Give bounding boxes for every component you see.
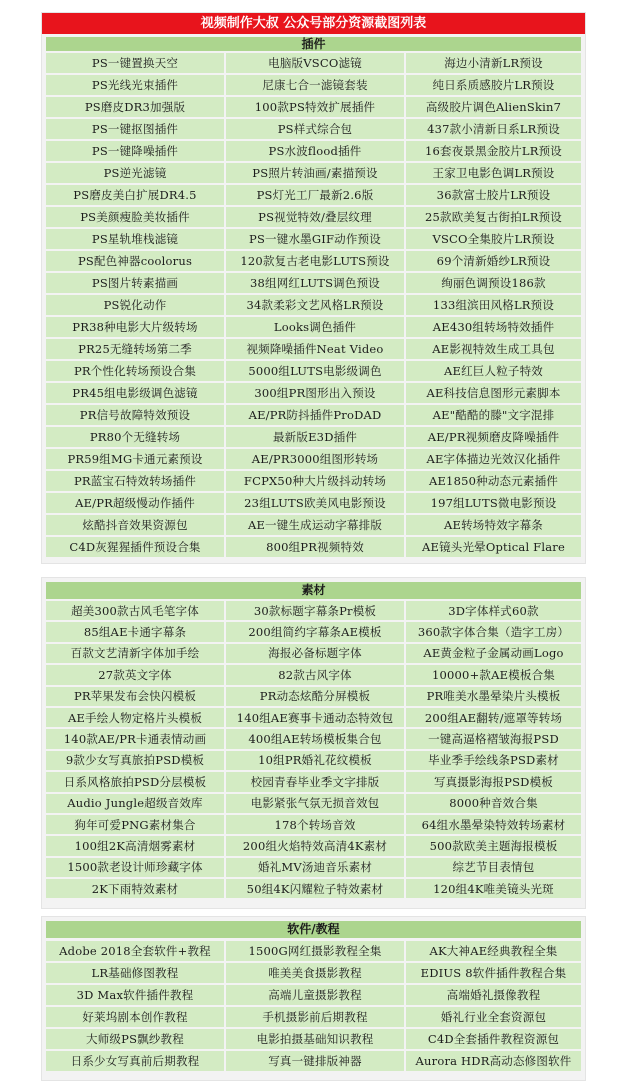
resource-item: PS磨皮美白扩展DR4.5 <box>46 185 224 205</box>
resource-item: PS水波flood插件 <box>226 141 404 161</box>
resource-item: 120款复古老电影LUTS预设 <box>226 251 404 271</box>
resource-item: PR信号故障特效预设 <box>46 405 224 425</box>
resource-item: 3D字体样式60款 <box>406 601 581 620</box>
resource-item: AE黄金粒子金属动画Logo <box>406 644 581 663</box>
resource-item: PR45组电影级调色滤镜 <box>46 383 224 403</box>
resource-item: 一键高逼格褶皱海报PSD <box>406 729 581 748</box>
resource-item: PS美颜瘦脸美妆插件 <box>46 207 224 227</box>
resource-item: AE科技信息图形元素脚本 <box>406 383 581 403</box>
resource-item: LR基础修图教程 <box>46 963 224 983</box>
resource-item: 200组AE翻转/遮罩等转场 <box>406 708 581 727</box>
resource-item: PS光线光束插件 <box>46 75 224 95</box>
resource-item: 纯日系质感胶片LR预设 <box>406 75 581 95</box>
resource-item: 100组2K高清烟雾素材 <box>46 836 224 855</box>
resource-item: PR唯美水墨晕染片头模板 <box>406 687 581 706</box>
resource-item: 高端儿童摄影教程 <box>226 985 404 1005</box>
resource-item: AE镜头光晕Optical Flare <box>406 537 581 557</box>
resource-item: 婚礼MV汤迪音乐素材 <box>226 858 404 877</box>
resource-item: Audio Jungle超级音效库 <box>46 794 224 813</box>
resource-item: C4D灰猩猩插件预设合集 <box>46 537 224 557</box>
resource-item: PR动态炫酷分屏模板 <box>226 687 404 706</box>
resource-item: PS样式综合包 <box>226 119 404 139</box>
resource-item: 200组火焰特效高清4K素材 <box>226 836 404 855</box>
resource-item: 178个转场音效 <box>226 815 404 834</box>
resource-item: 高端婚礼摄像教程 <box>406 985 581 1005</box>
resource-item: 日系少女写真前后期教程 <box>46 1051 224 1071</box>
resource-item: 3D Max软件插件教程 <box>46 985 224 1005</box>
resource-item: AE/PR防抖插件ProDAD <box>226 405 404 425</box>
resource-item: 婚礼行业全套资源包 <box>406 1007 581 1027</box>
resource-item: PR蓝宝石特效转场插件 <box>46 471 224 491</box>
resource-item: PS视觉特效/叠层纹理 <box>226 207 404 227</box>
resource-item: 133组滨田风格LR预设 <box>406 295 581 315</box>
resource-item: PS一键水墨GIF动作预设 <box>226 229 404 249</box>
resource-item: 好莱坞剧本创作教程 <box>46 1007 224 1027</box>
resource-item: 1500G网红摄影教程全集 <box>226 941 404 961</box>
resource-item: 100款PS特效扩展插件 <box>226 97 404 117</box>
resource-item: 25款欧美复古街拍LR预设 <box>406 207 581 227</box>
resource-item: PR59组MG卡通元素预设 <box>46 449 224 469</box>
plugins-grid <box>46 53 581 557</box>
resource-item: EDIUS 8软件插件教程合集 <box>406 963 581 983</box>
resource-item: PR38种电影大片级转场 <box>46 317 224 337</box>
resource-item: 尼康七合一滤镜套装 <box>226 75 404 95</box>
resource-item: 140组AE赛事卡通动态特效包 <box>226 708 404 727</box>
resource-item: PS星轨堆栈滤镜 <box>46 229 224 249</box>
resource-item: 120组4K唯美镜头光斑 <box>406 879 581 898</box>
resource-item: 500款欧美主题海报模板 <box>406 836 581 855</box>
resource-item: 38组网红LUTS调色预设 <box>226 273 404 293</box>
resource-item: 140款AE/PR卡通表情动画 <box>46 729 224 748</box>
software-tutorials-grid <box>46 941 581 1071</box>
resource-item: 34款柔彩文艺风格LR预设 <box>226 295 404 315</box>
resource-item: Adobe 2018全套软件+教程 <box>46 941 224 961</box>
resource-item: AE/PR超级慢动作插件 <box>46 493 224 513</box>
resource-item: 82款古风字体 <box>226 665 404 684</box>
resource-item: PR25无缝转场第二季 <box>46 339 224 359</box>
resource-item: 绚丽色调预设186款 <box>406 273 581 293</box>
resource-item: C4D全套插件教程资源包 <box>406 1029 581 1049</box>
resource-item: PS配色神器coolorus <box>46 251 224 271</box>
resource-item: 85组AE卡通字幕条 <box>46 622 224 641</box>
resource-item: PS图片转素描画 <box>46 273 224 293</box>
resource-item: 日系风格旅拍PSD分层模板 <box>46 772 224 791</box>
materials-panel <box>42 578 585 908</box>
page-title: 视频制作大叔 公众号部分资源截图列表 <box>42 13 585 34</box>
resource-item: 视频降噪插件Neat Video <box>226 339 404 359</box>
resource-item: 电影拍摄基础知识教程 <box>226 1029 404 1049</box>
resource-item: 5000组LUTS电影级调色 <box>226 361 404 381</box>
resource-item: 64组水墨晕染特效转场素材 <box>406 815 581 834</box>
resource-item: 炫酷抖音效果资源包 <box>46 515 224 535</box>
resource-item: 200组简约字幕条AE模板 <box>226 622 404 641</box>
resource-item: 16套夜景黑金胶片LR预设 <box>406 141 581 161</box>
resource-item: 王家卫电影色调LR预设 <box>406 163 581 183</box>
resource-item: AE1850种动态元素插件 <box>406 471 581 491</box>
resource-item: Looks调色插件 <box>226 317 404 337</box>
resource-item: AE/PR视频磨皮降噪插件 <box>406 427 581 447</box>
resource-item: 校园青春毕业季文字排版 <box>226 772 404 791</box>
materials-grid <box>46 601 581 898</box>
resource-item: PS照片转油画/素描预设 <box>226 163 404 183</box>
resource-item: 8000种音效合集 <box>406 794 581 813</box>
resource-item: PS一键降噪插件 <box>46 141 224 161</box>
resource-item: PS一键置换天空 <box>46 53 224 73</box>
resource-item: AK大神AE经典教程全集 <box>406 941 581 961</box>
resource-item: 手机摄影前后期教程 <box>226 1007 404 1027</box>
resource-item: PS灯光工厂最新2.6版 <box>226 185 404 205</box>
resource-item: 高级胶片调色AlienSkin7 <box>406 97 581 117</box>
resource-item: PR个性化转场预设合集 <box>46 361 224 381</box>
resource-item: AE一键生成运动字幕排版 <box>226 515 404 535</box>
section-heading-software-tutorials: 软件/教程 <box>46 921 581 938</box>
resource-item: 23组LUTS欧美风电影预设 <box>226 493 404 513</box>
resource-item: 30款标题字幕条Pr模板 <box>226 601 404 620</box>
resource-item: AE手绘人物定格片头模板 <box>46 708 224 727</box>
resource-item: 1500款老设计师珍藏字体 <box>46 858 224 877</box>
resource-item: 毕业季手绘线条PSD素材 <box>406 751 581 770</box>
resource-item: AE转场特效字幕条 <box>406 515 581 535</box>
resource-item: 大师级PS飘纱教程 <box>46 1029 224 1049</box>
resource-item: 最新版E3D插件 <box>226 427 404 447</box>
section-heading-plugins: 插件 <box>46 37 581 51</box>
resource-item: 10000+款AE模板合集 <box>406 665 581 684</box>
resource-item: 9款少女写真旅拍PSD模板 <box>46 751 224 770</box>
resource-item: VSCO全集胶片LR预设 <box>406 229 581 249</box>
resource-item: AE/PR3000组图形转场 <box>226 449 404 469</box>
resource-item: 36款富士胶片LR预设 <box>406 185 581 205</box>
resource-item: 2K下雨特效素材 <box>46 879 224 898</box>
resource-item: 综艺节目表情包 <box>406 858 581 877</box>
resource-item: 唯美美食摄影教程 <box>226 963 404 983</box>
resource-item: 360款字体合集（造字工房） <box>406 622 581 641</box>
resource-item: PS磨皮DR3加强版 <box>46 97 224 117</box>
resource-item: 狗年可爱PNG素材集合 <box>46 815 224 834</box>
resource-item: PS逆光滤镜 <box>46 163 224 183</box>
resource-item: AE"酷酷的滕"文字混排 <box>406 405 581 425</box>
resource-item: 超美300款古风毛笔字体 <box>46 601 224 620</box>
resource-item: PR苹果发布会快闪模板 <box>46 687 224 706</box>
resource-item: 海报必备标题字体 <box>226 644 404 663</box>
resource-item: 27款英文字体 <box>46 665 224 684</box>
resource-item: AE字体描边光效汉化插件 <box>406 449 581 469</box>
resource-item: 50组4K闪耀粒子特效素材 <box>226 879 404 898</box>
resource-item: 写真一键排版神器 <box>226 1051 404 1071</box>
section-heading-materials: 素材 <box>46 582 581 599</box>
resource-item: 电脑版VSCO滤镜 <box>226 53 404 73</box>
resource-item: 电影紧张气氛无损音效包 <box>226 794 404 813</box>
resource-item: 百款文艺清新字体加手绘 <box>46 644 224 663</box>
resource-item: FCPX50种大片级抖动转场 <box>226 471 404 491</box>
resource-item: AE影视特效生成工具包 <box>406 339 581 359</box>
resource-item: PR80个无缝转场 <box>46 427 224 447</box>
resource-item: 437款小清新日系LR预设 <box>406 119 581 139</box>
resource-item: 197组LUTS微电影预设 <box>406 493 581 513</box>
resource-item: 海边小清新LR预设 <box>406 53 581 73</box>
plugins-panel <box>42 13 585 563</box>
resource-item: PS锐化动作 <box>46 295 224 315</box>
software-tutorials-panel <box>42 917 585 1080</box>
resource-item: 写真摄影海报PSD模板 <box>406 772 581 791</box>
resource-item: Aurora HDR高动态修图软件 <box>406 1051 581 1071</box>
resource-item: 300组PR图形出入预设 <box>226 383 404 403</box>
resource-item: PS一键抠图插件 <box>46 119 224 139</box>
resource-item: 69个清新婚纱LR预设 <box>406 251 581 271</box>
resource-item: AE430组转场特效插件 <box>406 317 581 337</box>
resource-item: 800组PR视频特效 <box>226 537 404 557</box>
resource-item: AE红巨人粒子特效 <box>406 361 581 381</box>
resource-item: 10组PR婚礼花纹模板 <box>226 751 404 770</box>
resource-item: 400组AE转场模板集合包 <box>226 729 404 748</box>
